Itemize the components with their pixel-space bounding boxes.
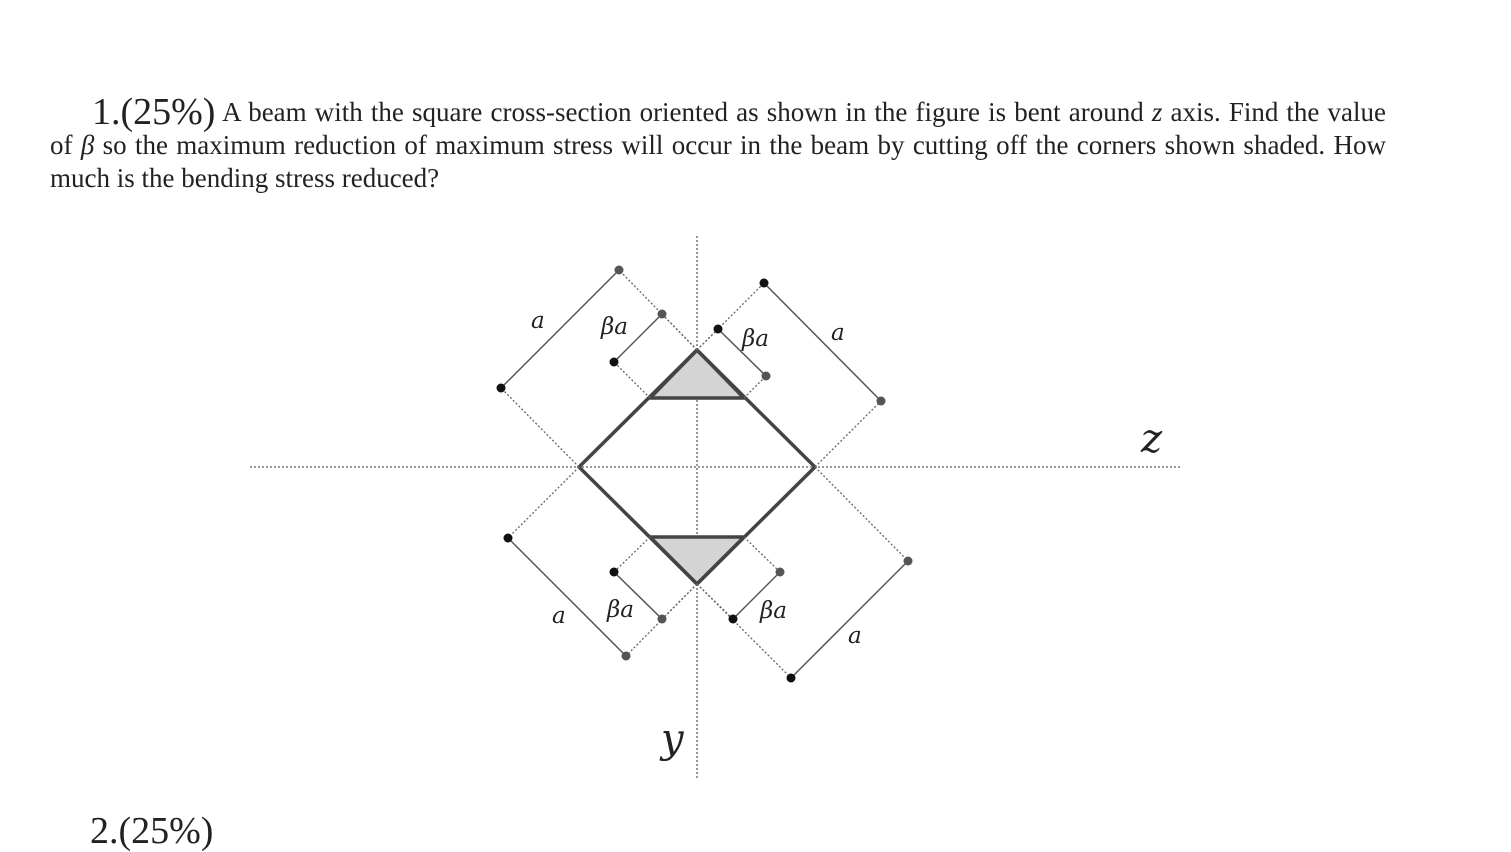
problem-weight: (25%) (120, 91, 216, 133)
y-axis-label: y (661, 716, 684, 762)
problem-text-part1: A beam with the square cross-section oriented as shown in the figure is bent around (215, 97, 1152, 127)
label-bottom-right-beta-a: βa (760, 598, 788, 624)
label-top-left-a: a (531, 308, 545, 334)
label-bottom-right-a: a (848, 623, 862, 649)
label-top-right-beta-a: βa (742, 326, 770, 352)
label-bottom-left-beta-a: βa (607, 597, 635, 623)
z-axis-label: z (1141, 416, 1163, 462)
variable-beta: β (80, 130, 95, 160)
label-top-left-beta-a: βa (601, 314, 629, 340)
problem-text-part2: axis. Find the value of (50, 97, 1386, 160)
top-shaded-corner (650, 350, 744, 398)
variable-z: z (1151, 97, 1163, 127)
bottom-shaded-corner (650, 537, 744, 584)
problem-text-part3: so the maximum reduction of maximum stress will occur in the beam by cutting off the corners shown shaded. How much is the bending stress reduced? (50, 130, 1386, 193)
problem-index: 1. (92, 91, 121, 133)
label-bottom-left-a: a (552, 603, 566, 629)
label-top-right-a: a (831, 320, 845, 346)
next-problem-cutoff: 2.(25%) (90, 810, 214, 852)
